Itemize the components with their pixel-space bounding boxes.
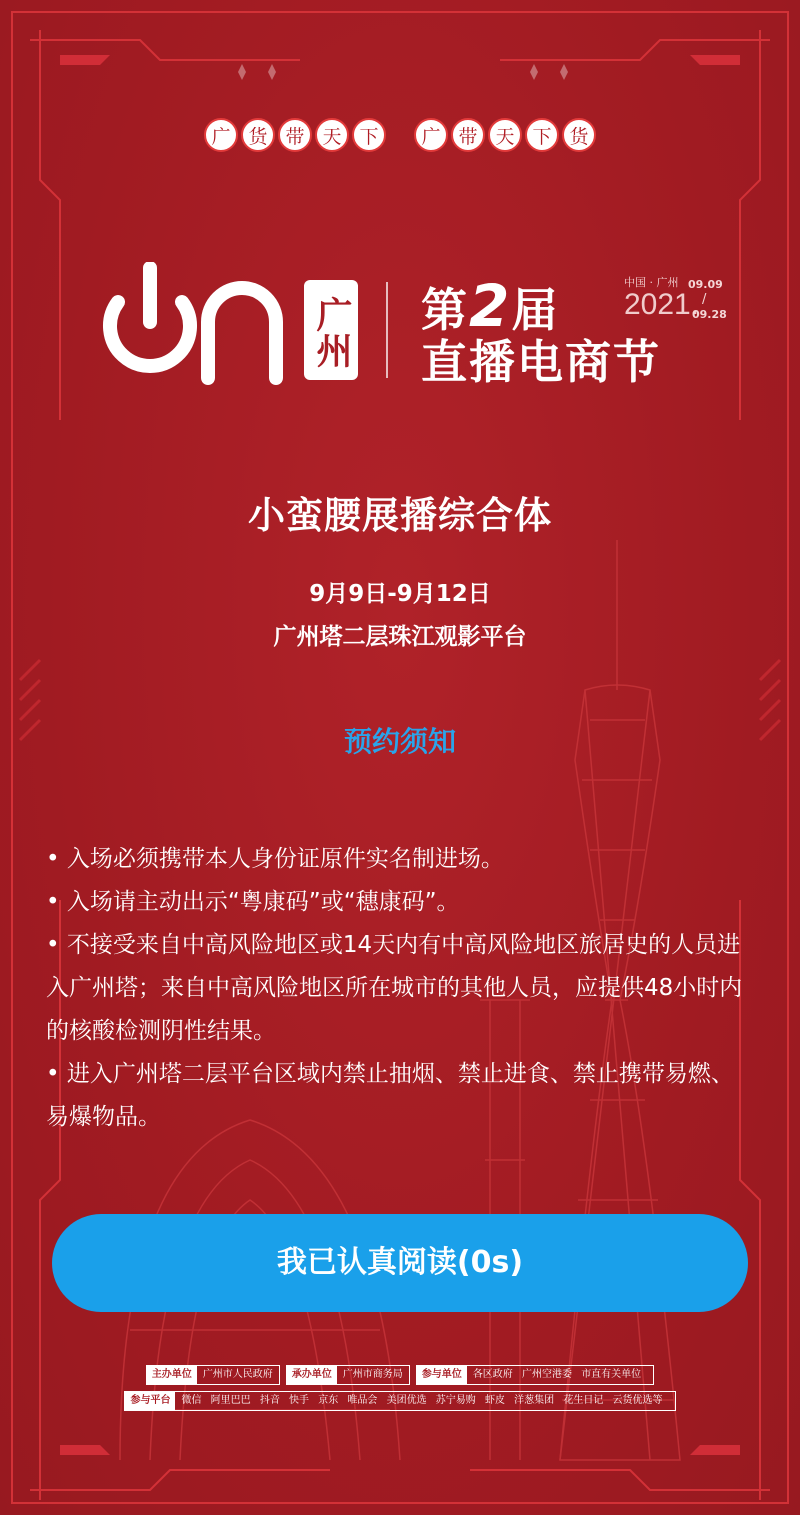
platform-item: 美团优选 bbox=[386, 1395, 427, 1406]
undertaker-value: 广州市商务局 bbox=[342, 1369, 403, 1380]
notice-rule: • 入场必须携带本人身份证原件实名制进场。 bbox=[46, 846, 504, 872]
undertaker-group bbox=[286, 1365, 410, 1385]
participant-item: 各区政府 bbox=[472, 1369, 513, 1380]
platform-item: 花生日记 bbox=[563, 1395, 604, 1406]
footer-credits bbox=[0, 1365, 800, 1417]
notice-heading: 预约须知 bbox=[343, 725, 456, 758]
platform-item: 云货优选等 bbox=[612, 1395, 663, 1406]
slogan-char: 广 bbox=[204, 118, 238, 152]
participant-item: 广州空港委 bbox=[522, 1369, 572, 1380]
slogan-char: 下 bbox=[525, 118, 559, 152]
slogan-left bbox=[204, 118, 386, 152]
logo-divider bbox=[386, 282, 388, 378]
platform-item: 苏宁易购 bbox=[435, 1395, 476, 1406]
participant-values bbox=[467, 1366, 653, 1384]
slogan-char: 带 bbox=[278, 118, 312, 152]
participant-group bbox=[416, 1365, 654, 1385]
platform-item: 京东 bbox=[318, 1395, 339, 1406]
date-start: 09.09 bbox=[688, 278, 723, 291]
footer-row bbox=[0, 1391, 800, 1411]
city-tag: 广州 bbox=[304, 280, 358, 380]
venue-date: 9月9日-9月12日 bbox=[309, 581, 491, 607]
date-end: 09.28 bbox=[692, 308, 727, 321]
location-small: 中国 · 广州 bbox=[624, 276, 679, 289]
platform-label: 参与平台 bbox=[125, 1392, 175, 1410]
participant-item: 市直有关单位 bbox=[581, 1369, 642, 1380]
fest-suffix: 届 bbox=[511, 283, 560, 337]
on-power-logo-icon bbox=[96, 262, 296, 392]
platform-item: 微信 bbox=[181, 1395, 202, 1406]
platform-item: 阿里巴巴 bbox=[210, 1395, 251, 1406]
slogan-char: 货 bbox=[562, 118, 596, 152]
platform-item: 快手 bbox=[289, 1395, 310, 1406]
organizer-label: 主办单位 bbox=[147, 1366, 197, 1384]
confirm-read-button[interactable]: 我已认真阅读(0s) bbox=[52, 1214, 748, 1312]
event-logo bbox=[96, 262, 736, 392]
slogan-char: 广 bbox=[414, 118, 448, 152]
platform-values bbox=[175, 1392, 674, 1410]
slogan-char: 天 bbox=[488, 118, 522, 152]
organizer-group bbox=[146, 1365, 280, 1385]
slogan-char: 货 bbox=[241, 118, 275, 152]
organizer-value: 广州市人民政府 bbox=[202, 1369, 273, 1380]
festival-date-box bbox=[624, 274, 734, 324]
platform-item: 虾皮 bbox=[484, 1395, 505, 1406]
fest-prefix: 第 bbox=[421, 283, 469, 337]
platform-item: 唯品会 bbox=[347, 1395, 378, 1406]
platform-item: 洋葱集团 bbox=[514, 1395, 555, 1406]
notice-rule: • 入场请主动出示“粤康码”或“穗康码”。 bbox=[46, 889, 460, 915]
participant-label: 参与单位 bbox=[417, 1366, 467, 1384]
slogan-char: 天 bbox=[315, 118, 349, 152]
platform-item: 抖音 bbox=[259, 1395, 280, 1406]
fest-number: 2 bbox=[469, 272, 512, 340]
notice-rule: • 进入广州塔二层平台区域内禁止抽烟、禁止进食、禁止携带易燃、易爆物品。 bbox=[46, 1061, 734, 1130]
festival-name: 直播电商节 bbox=[421, 335, 661, 389]
date-separator: / bbox=[702, 292, 707, 307]
footer-row bbox=[0, 1365, 800, 1385]
venue-title: 小蛮腰展播综合体 bbox=[248, 494, 552, 537]
slogan-right bbox=[414, 118, 596, 152]
undertaker-label: 承办单位 bbox=[287, 1366, 337, 1384]
slogan-row bbox=[0, 118, 800, 152]
venue-place: 广州塔二层珠江观影平台 bbox=[273, 624, 527, 650]
platform-group bbox=[124, 1391, 675, 1411]
slogan-char: 带 bbox=[451, 118, 485, 152]
notice-rules bbox=[46, 838, 746, 1139]
festival-year: 2021. bbox=[624, 288, 700, 321]
notice-rule: • 不接受来自中高风险地区或14天内有中高风险地区旅居史的人员进入广州塔；来自中高风险地区所在城市的其他人员，应提供48小时内的核酸检测阴性结果。 bbox=[46, 932, 743, 1044]
slogan-char: 下 bbox=[352, 118, 386, 152]
